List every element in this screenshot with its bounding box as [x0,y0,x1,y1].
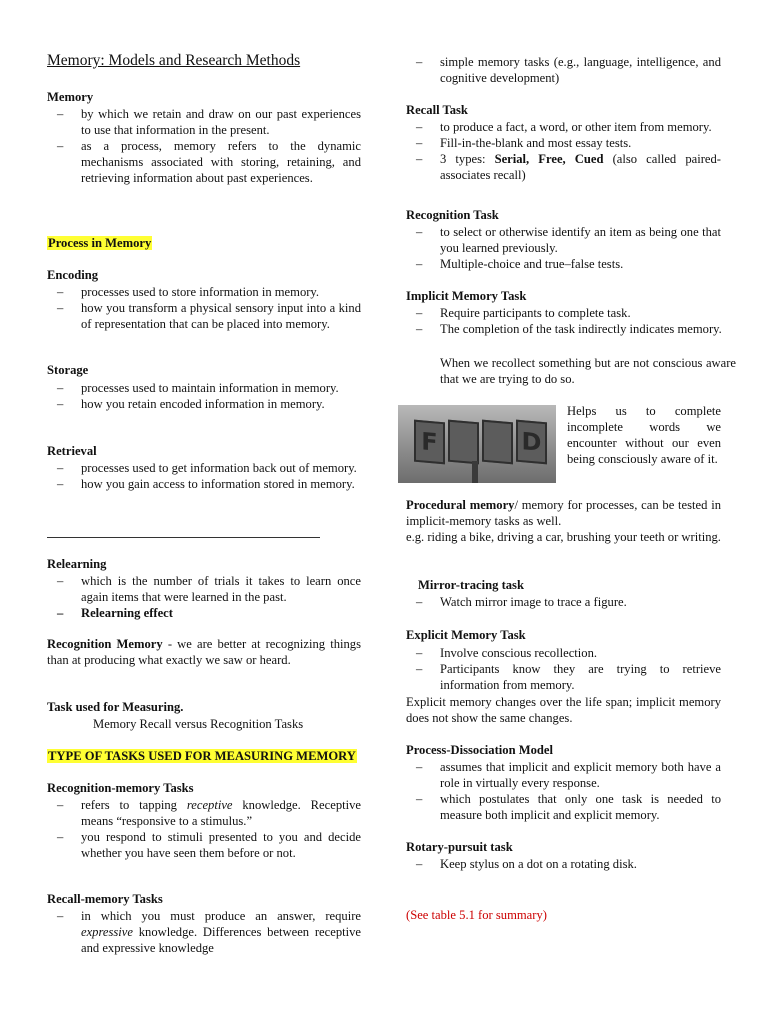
implicit-heading: Implicit Memory Task [406,289,527,303]
see-table-note: (See table 5.1 for summary) [406,908,547,922]
list-item: – processes used to get information back out of memory. [47,460,361,476]
pdm-heading: Process-Dissociation Model [406,743,554,757]
list-item: – Watch mirror image to trace a figure. [406,594,721,610]
list-item [47,797,361,829]
list-item: – Keep stylus on a dot on a rotating disk. [406,856,721,872]
procedural-example: e.g. riding a bike, driving a car, brushing your teeth or writing. [406,530,721,544]
recognition-task-list [406,224,721,272]
relearning-list [47,573,361,621]
text-fragment: 3 types: [440,152,495,166]
list-item: – simple memory tasks (e.g., language, intelligence, and cognitive development) [406,54,721,86]
list-item: – processes used to store information in memory. [47,284,361,300]
list-item: – how you retain encoded information in memory. [47,396,361,412]
image-caption: Helps us to complete incomplete words we encounter without our even being consciously aware of it. [567,404,721,466]
recognition-tasks-heading: Recognition-memory Tasks [47,781,194,795]
recall-task-list [406,119,721,183]
recognition-tasks-list [47,797,361,861]
page-title: Memory: Models and Research Methods [47,52,301,69]
implicit-list [406,305,736,337]
process-heading [47,235,152,251]
storage-heading: Storage [47,363,89,377]
text-fragment: refers to tapping [81,798,187,812]
procedural-paragraph [406,497,721,529]
explicit-note: Explicit memory changes over the life span; implicit memory does not show the same changes. [406,695,721,725]
list-item: – how you transform a physical sensory input into a kind of representation that can be placed into memory. [47,300,361,332]
task-measuring-heading: Task used for Measuring. [47,700,184,714]
explicit-heading: Explicit Memory Task [406,628,526,642]
sign-letter [482,420,513,465]
retrieval-heading: Retrieval [47,444,97,458]
list-item: – to select or otherwise identify an item as being one that you learned previously. [406,224,721,256]
text-fragment: knowledge. Receptive means “responsive to a stimulus.” [81,798,361,828]
list-item: – to produce a fact, a word, or other item from memory. [406,119,721,135]
list-item: – by which we retain and draw on our past experiences to use that information in the present. [47,106,361,138]
list-item: – Relearning effect [47,605,361,621]
recall-types: Serial, Free, Cued [494,152,604,166]
list-item: – The completion of the task indirectly indicates memory. [406,321,736,337]
relearning-heading: Relearning [47,557,107,571]
list-item: – assumes that implicit and explicit memory both have a role in virtually every response. [406,759,721,791]
memory-list [47,106,361,186]
implicit-continuation: When we recollect something but are not conscious aware that we are trying to do so. [440,356,736,386]
recall-task-heading: Recall Task [406,103,468,117]
pdm-list [406,759,721,823]
sign-letter [448,420,479,465]
list-item: – Involve conscious recollection. [406,645,721,661]
procedural-term: Procedural memory [406,498,515,512]
rotary-heading: Rotary-pursuit task [406,840,513,854]
recall-tasks-heading: Recall-memory Tasks [47,892,163,906]
types-heading [47,748,357,764]
recall-tasks-list [47,908,361,956]
explicit-list [406,645,721,693]
sign-pole [472,461,478,483]
list-item: – which is the number of trials it takes to learn once again items that were learned in the past. [47,573,361,605]
text-fragment: in which you must produce an answer, require [81,909,361,923]
food-sign-image [398,405,556,483]
mirror-heading: Mirror-tracing task [418,578,524,592]
list-item: – how you gain access to information stored in memory. [47,476,361,492]
recognition-memory-term: Recognition Memory [47,637,163,651]
sign-letter: F [414,420,445,465]
list-item: – Fill-in-the-blank and most essay tests. [406,135,721,151]
rotary-list [406,856,721,872]
list-item [406,151,721,183]
retrieval-list [47,460,361,492]
list-item: – which postulates that only one task is needed to measure both implicit and explicit memory. [406,791,721,823]
list-item: – Require participants to complete task. [406,305,736,321]
list-item: – you respond to stimuli presented to you and decide whether you have seen them before or not. [47,829,361,861]
list-item: – as a process, memory refers to the dynamic mechanisms associated with storing, retaining, and retrieving information about past experiences. [47,138,361,186]
recognition-memory-paragraph [47,636,361,668]
list-item: – Participants know they are trying to retrieve information from memory. [406,661,721,693]
process-heading-text: Process in Memory [48,236,152,250]
text-fragment: (also called paired-associates recall) [440,152,721,182]
procedural-text: / memory for processes, can be tested in implicit-memory tasks as well. [406,498,722,528]
encoding-heading: Encoding [47,268,99,282]
types-heading-text: TYPE OF TASKS USED FOR MEASURING MEMORY [48,749,356,763]
divider [47,537,320,538]
recognition-task-heading: Recognition Task [406,208,499,222]
list-item: – processes used to maintain information in memory. [47,380,361,396]
storage-list [47,380,361,412]
task-measuring-subtitle: Memory Recall versus Recognition Tasks [93,717,304,731]
list-item: – Multiple-choice and true–false tests. [406,256,721,272]
simple-tasks-list [406,54,721,86]
emphasis: expressive [81,925,133,939]
mirror-list [406,594,721,610]
text-fragment: knowledge. Differences between receptive and expressive knowledge [81,925,361,955]
sign-letter: D [516,420,547,465]
memory-heading: Memory [47,90,94,104]
encoding-list [47,284,361,332]
recognition-memory-text: - we are better at recognizing things than at producing what exactly we saw or heard. [47,637,361,667]
emphasis: receptive [186,798,233,812]
list-item [47,908,361,956]
